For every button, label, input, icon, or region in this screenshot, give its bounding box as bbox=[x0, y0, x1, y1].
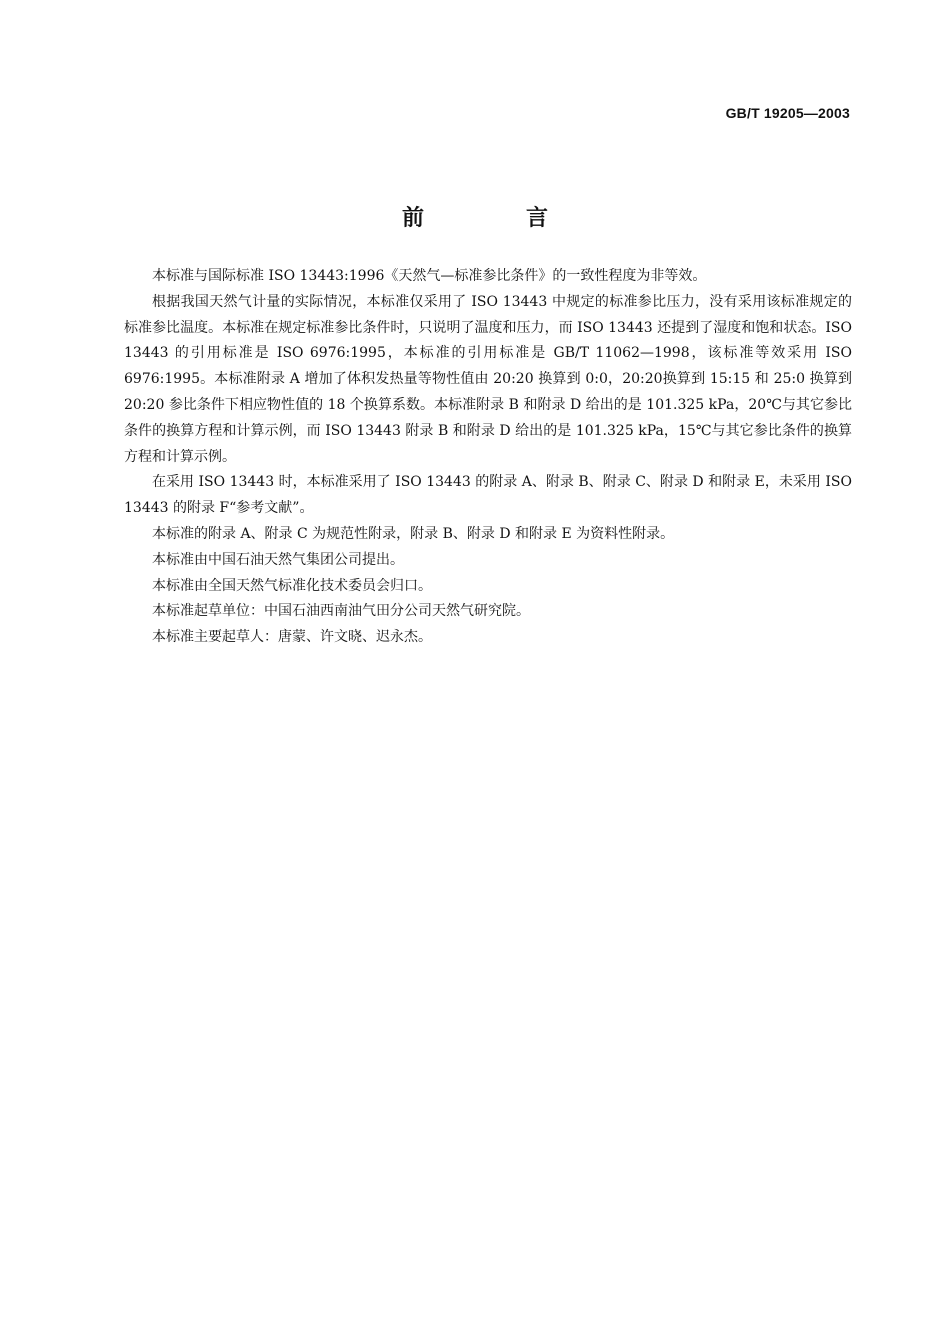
paragraph-proposed-by: 本标准由中国石油天然气集团公司提出。 bbox=[152, 551, 404, 568]
standard-number: GB/T 19205—2003 bbox=[725, 105, 850, 121]
paragraph-differences: 根据我国天然气计量的实际情况，本标准仅采用了 ISO 13443 中规定的标准参比压力，没有采用该标准规定的标准参比温度。本标准在规定标准参比条件时，只说明了温度和压力，而 ISO 13443 还提到了湿度和饱和状态。ISO 13443 的引用标准是 ISO 6976:1995，本标准的引用标准是 GB/T 11062—1998，该标准等效采用 ISO 6976:1995。本标准附录 A 增加了体积发热量等物性值由 20:20 换算到 0:0，20:20换算到 15:15 和 25:0 换算到 20:20 参比条件下相应物性值的 18 个换算系数。本标准附录 B 和附录 D 给出的是 101.325 kPa，20℃与其它参比条件的换算方程和计算示例，而 ISO 13443 附录 B 和附录 D 给出的是 101.325 kPa，15℃与其它参比条件的换算方程和计算示例。 bbox=[124, 293, 852, 465]
preface-body bbox=[124, 264, 852, 651]
page-title: 前 言 bbox=[401, 205, 588, 231]
paragraph-annex-types: 本标准的附录 A、附录 C 为规范性附录，附录 B、附录 D 和附录 E 为资料性附录。 bbox=[152, 525, 675, 542]
paragraph-centralized-by: 本标准由全国天然气标准化技术委员会归口。 bbox=[152, 577, 432, 594]
paragraph-consistency: 本标准与国际标准 ISO 13443:1996《天然气—标准参比条件》的一致性程度为非等效。 bbox=[152, 268, 707, 284]
paragraph-annexes-adopted: 在采用 ISO 13443 时，本标准采用了 ISO 13443 的附录 A、附录 B、附录 C、附录 D 和附录 E，未采用 ISO 13443 的附录 F“参考文献”。 bbox=[124, 474, 852, 517]
paragraph-drafters: 本标准主要起草人：唐蒙、许文晓、迟永杰。 bbox=[152, 629, 432, 646]
paragraph-drafting-unit: 本标准起草单位：中国石油西南油气田分公司天然气研究院。 bbox=[152, 603, 530, 620]
